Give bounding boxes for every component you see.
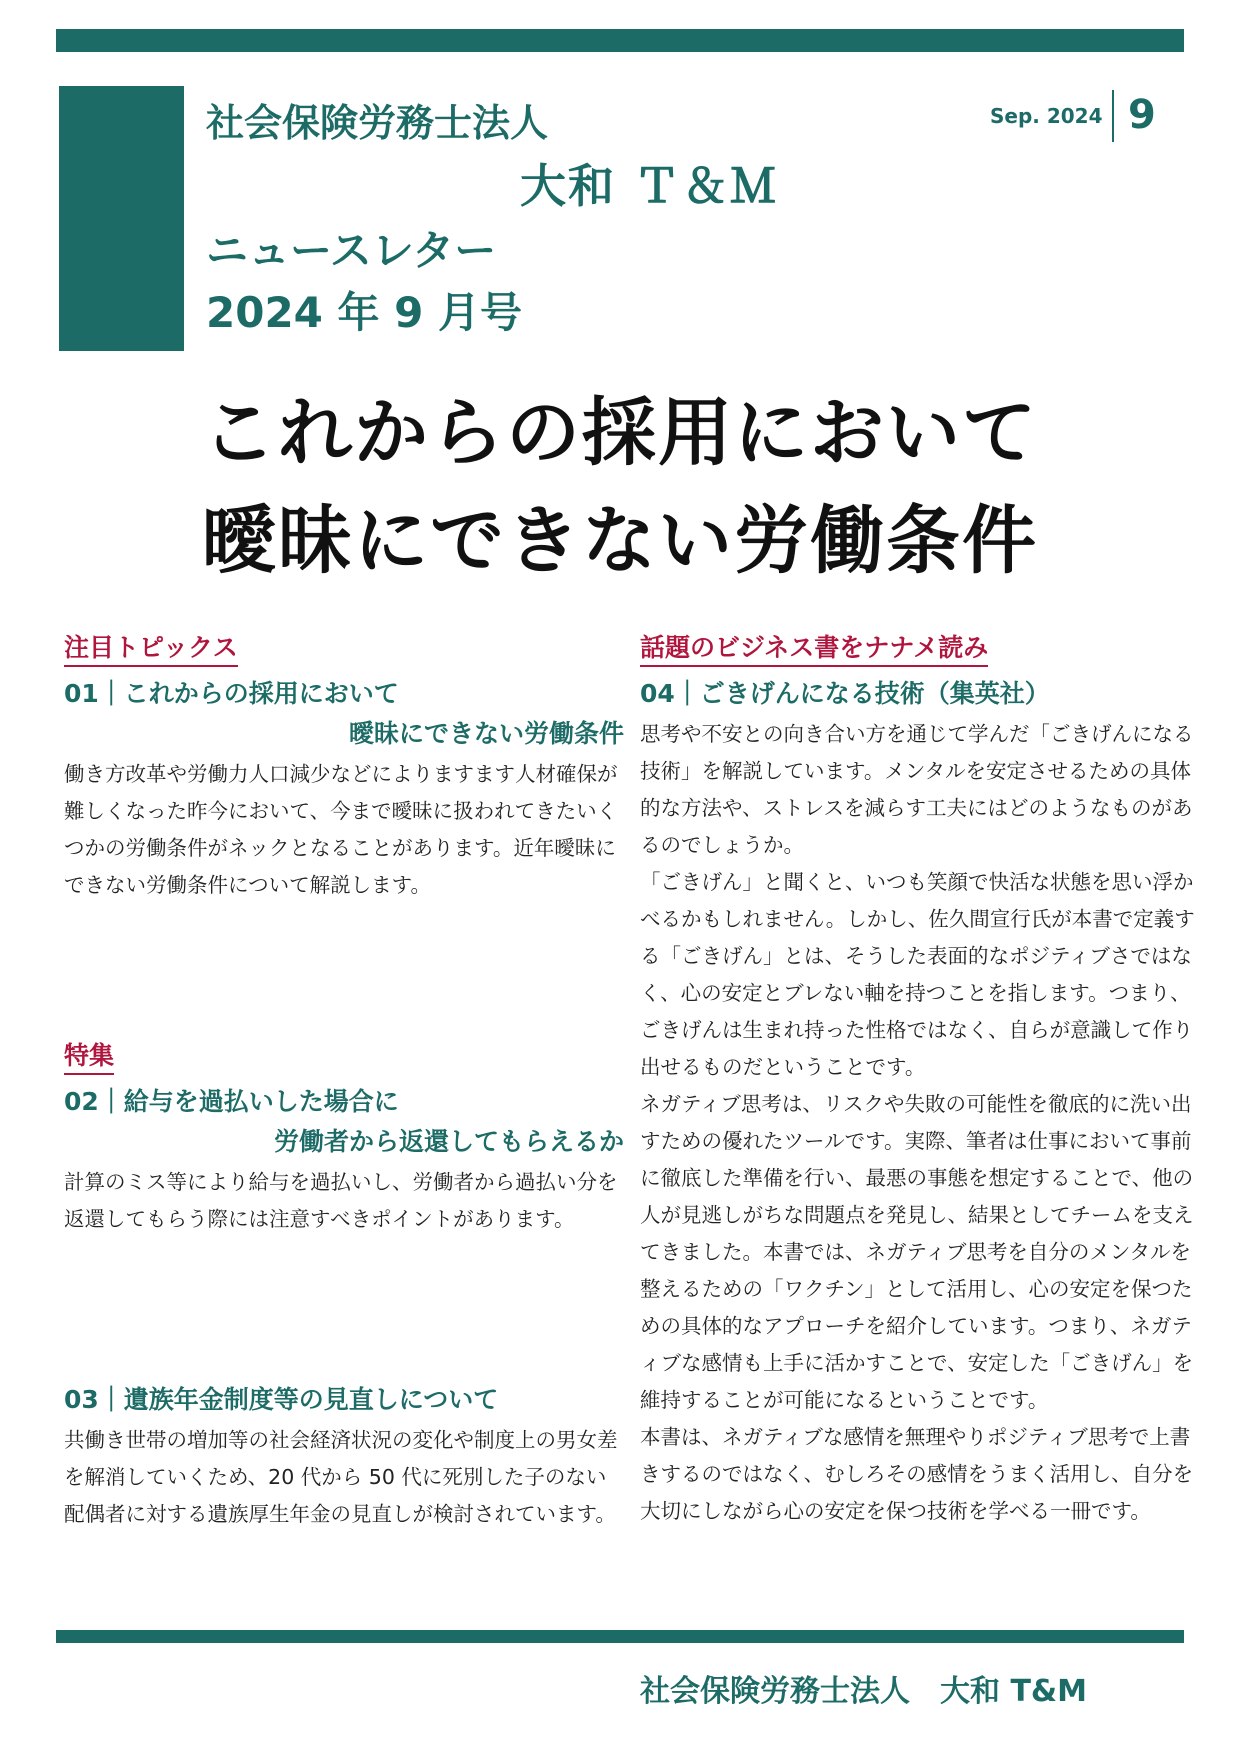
section-business-books: 話題のビジネス書をナナメ読み <box>640 628 988 664</box>
bottom-bar <box>56 1630 1184 1643</box>
article-03-summary-text: 共働き世帯の増加等の社会経済状況の変化や制度上の男女差を解消していくため、20 代から 50 代に死別した子のない配偶者に対する遺族厚生年金の見直しが検討されています。 <box>64 1428 618 1526</box>
main-title-line2: 曖昧にできない労働条件 <box>202 498 1038 584</box>
article-02-title-line1: 02｜給与を過払いした場合に <box>64 1087 399 1116</box>
article-04-paragraph-1: 思考や不安との向き合い方を通じて学んだ「ごきげんになる技術」を解説しています。メンタルを安定させるための具体的な方法や、ストレスを減らす工夫にはどのようなものがあるのでしょうか。 <box>640 722 1194 857</box>
section-special: 特集 <box>64 1036 114 1072</box>
article-02-summary-text: 計算のミス等により給与を過払いし、労働者から過払い分を返還してもらう際には注意すべきポイントがあります。 <box>64 1170 618 1231</box>
header-newsletter: ニュースレター <box>206 226 497 275</box>
article-01-title-line1: 01｜これからの採用において <box>64 679 399 708</box>
article-03-title: 03｜遺族年金制度等の見直しについて <box>64 1385 499 1414</box>
article-04-title: 04｜ごきげんになる技術（集英社） <box>640 679 1050 708</box>
article-04-paragraph-3: ネガティブ思考は、リスクや失敗の可能性を徹底的に洗い出すための優れたツールです。実際、筆者は仕事において事前に徹底した準備を行い、最悪の事態を想定することで、他の人が見逃しがちな問題点を発見し、結果としてチームを支えてきました。本書では、ネガティブ思考を自分のメンタルを整えるための「ワクチン」として活用し、心の安定を保つための具体的なアプローチを紹介しています。つまり、ネガティブな感情も上手に活かすことで、安定した「ごきげん」を維持することが可能になるということです。 <box>640 1092 1194 1412</box>
header-issue: 2024 年 9 月号 <box>206 288 522 337</box>
footer-org: 社会保険労務士法人 大和 T&M <box>640 1674 1087 1709</box>
page-number: 9 <box>1128 92 1156 138</box>
issue-date: Sep. 2024 <box>990 104 1103 128</box>
date-divider <box>1112 90 1114 142</box>
article-02-summary <box>64 1164 624 1238</box>
header-org: 社会保険労務士法人 <box>206 101 549 145</box>
main-title-line1: これからの採用において <box>202 390 1038 476</box>
article-04-paragraph-4: 本書は、ネガティブな感情を無理やりポジティブ思考で上書きするのではなく、むしろその感情をうまく活用し、自分を大切にしながら心の安定を保つ技術を学べる一冊です。 <box>640 1425 1194 1523</box>
article-01-title-line2: 曖昧にできない労働条件 <box>348 719 624 748</box>
article-02-title-line2: 労働者から返還してもらえるか <box>273 1127 624 1156</box>
article-01-summary <box>64 756 624 904</box>
top-bar <box>56 29 1184 52</box>
section-featured-topics: 注目トピックス <box>64 628 238 664</box>
article-01-summary-text: 働き方改革や労働力人口減少などによりますます人材確保が難しくなった昨今において、今まで曖昧に扱われてきたいくつかの労働条件がネックとなることがあります。近年曖昧にできない労働条件について解説します。 <box>64 762 618 897</box>
header-color-block <box>59 86 184 351</box>
article-04-paragraph-2: 「ごきげん」と聞くと、いつも笑顔で快活な状態を思い浮かべるかもしれません。しかし、佐久間宣行氏が本書で定義する「ごきげん」とは、そうした表面的なポジティブさではなく、心の安定とブレない軸を持つことを指します。つまり、ごきげんは生まれ持った性格ではなく、自らが意識して作り出せるものだということです。 <box>640 870 1195 1079</box>
article-04-body <box>640 716 1200 1530</box>
article-03-summary <box>64 1422 624 1533</box>
header-firm-name: 大和 Ｔ＆Ｍ <box>520 159 779 213</box>
